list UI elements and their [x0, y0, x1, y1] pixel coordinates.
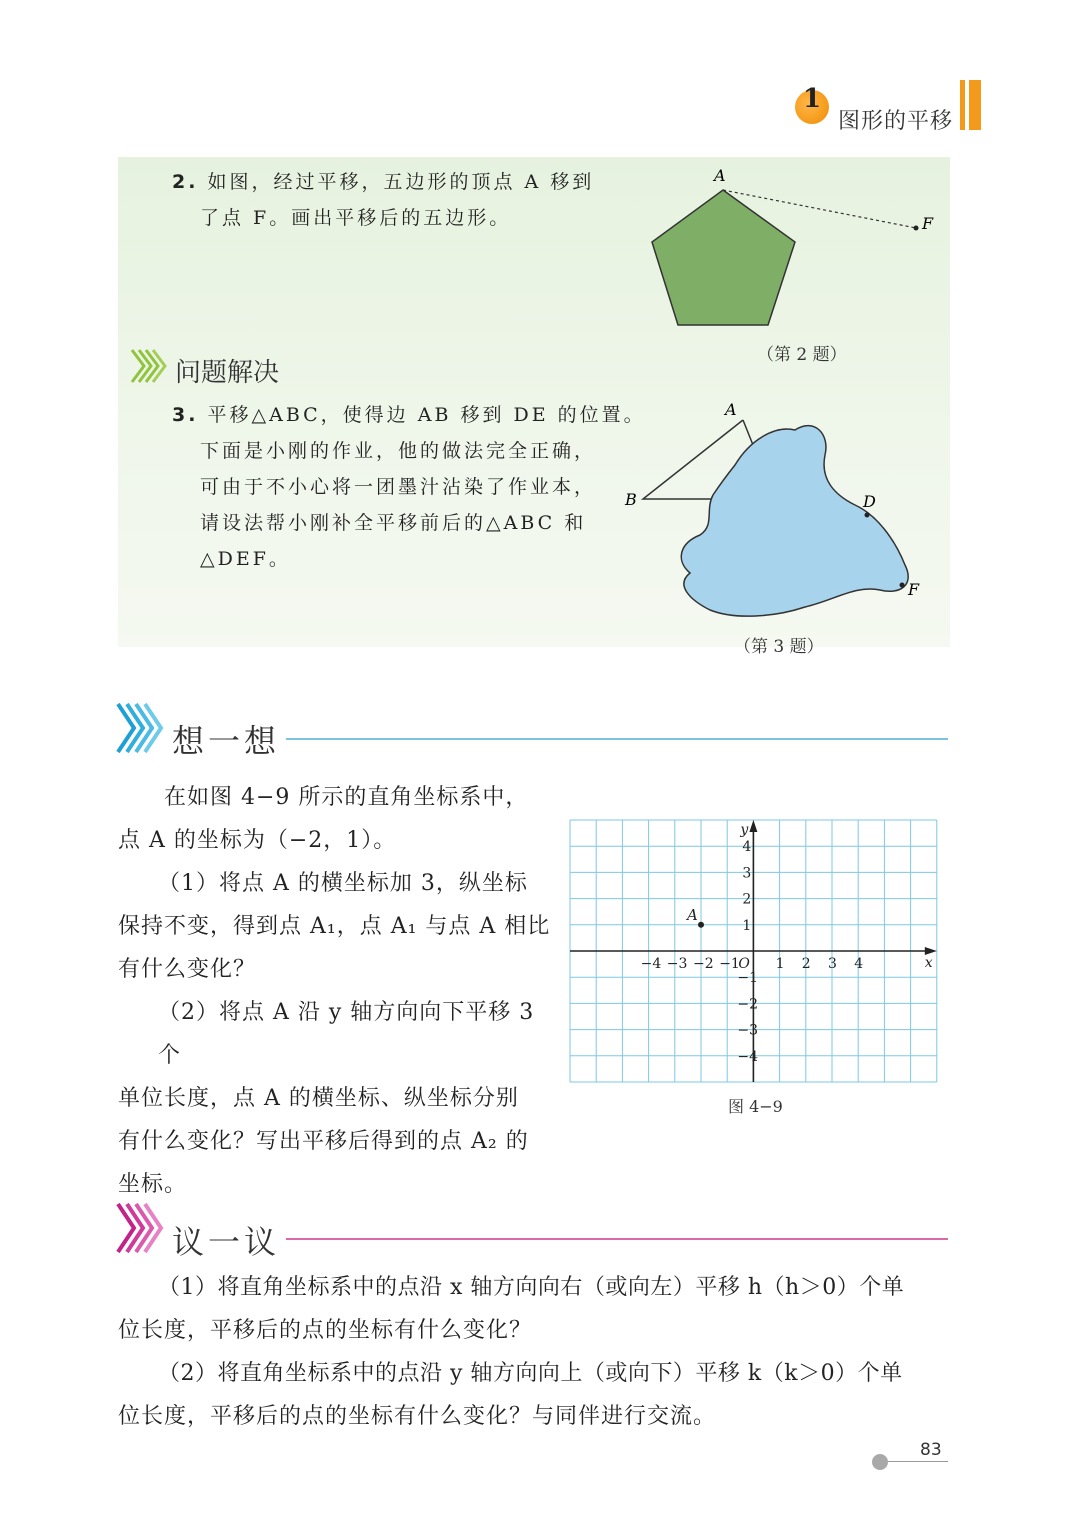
- think-p2-line1: （1）将点 A 的横坐标加 3，纵坐标: [158, 871, 528, 896]
- label-A: A: [714, 166, 726, 185]
- label-D3: D: [863, 492, 876, 511]
- problem2-line1: 如图，经过平移，五边形的顶点 A 移到: [207, 171, 595, 193]
- think-heading: 想一想: [172, 722, 281, 760]
- y-tick-label: 4: [742, 839, 752, 856]
- think-rule: [286, 738, 948, 740]
- chevron-icon: [116, 700, 166, 756]
- discuss-p2-line1: （2）将直角坐标系中的点沿 y 轴方向向上（或向下）平移 k（k＞0）个单: [158, 1361, 903, 1386]
- discuss-p1-line2: 位长度，平移后的点的坐标有什么变化？: [118, 1318, 533, 1343]
- discuss-rule: [286, 1238, 948, 1240]
- point-F3: [900, 583, 905, 588]
- think-p3-line1: （2）将点 A 沿 y 轴方向向下平移 3 个: [158, 1000, 535, 1068]
- think-p2-line2: 保持不变，得到点 A₁，点 A₁ 与点 A 相比: [118, 914, 551, 939]
- x-tick-label: 3: [828, 956, 837, 972]
- ink-blot-figure: [615, 395, 935, 635]
- problem3-number: 3.: [172, 404, 199, 426]
- think-p3-line3: 有什么变化？写出平移后得到的点 A₂ 的: [118, 1129, 529, 1154]
- problem2-number: 2.: [172, 171, 199, 193]
- page-dot-icon: [872, 1454, 888, 1470]
- y-tick-label: −1: [737, 970, 759, 987]
- think-p2-line3: 有什么变化？: [118, 957, 257, 982]
- x-tick-label: 2: [801, 956, 811, 972]
- think-body: [118, 776, 558, 1206]
- x-tick-label: 4: [854, 956, 864, 972]
- discuss-p1-line1: （1）将直角坐标系中的点沿 x 轴方向向右（或向左）平移 h（h＞0）个单: [158, 1275, 905, 1300]
- problem3-line5: △DEF。: [200, 548, 291, 570]
- page-rule: [888, 1461, 948, 1462]
- label-B3: B: [625, 490, 637, 509]
- y-tick-label: −4: [737, 1048, 759, 1065]
- think-p3-line2: 单位长度，点 A 的横坐标、纵坐标分别: [118, 1086, 519, 1111]
- problem2-line2: 了点 F。画出平移后的五边形。: [200, 207, 512, 229]
- x-tick-label: −2: [693, 956, 714, 972]
- x-axis-label: x: [924, 955, 933, 971]
- coordinate-grid: [560, 810, 945, 1085]
- y-tick-label: 3: [742, 865, 752, 882]
- y-tick-label: 2: [742, 891, 752, 908]
- label-A3: A: [725, 400, 737, 419]
- pentagon-figure: [600, 160, 950, 370]
- header-bar-thin: [960, 80, 965, 130]
- label-F3: F: [908, 580, 920, 599]
- problem2-text: [172, 164, 594, 236]
- x-axis-arrow-icon: [925, 947, 937, 955]
- y-tick-label: −2: [737, 996, 759, 1013]
- x-tick-label: 1: [775, 956, 785, 972]
- problem2-caption: （第 2 题）: [757, 345, 847, 365]
- x-tick-label: −4: [640, 956, 662, 972]
- problem3-line2: 下面是小刚的作业，他的做法完全正确，: [200, 440, 597, 462]
- discuss-heading: 议一议: [172, 1223, 281, 1261]
- problem3-line1: 平移△ABC，使得边 AB 移到 DE 的位置。: [207, 404, 646, 426]
- problem-solving-heading: 问题解决: [175, 358, 280, 388]
- point-D: [865, 513, 870, 518]
- problem3-line4: 请设法帮小刚补全平移前后的△ABC 和: [200, 512, 587, 534]
- think-p1-line2: 点 A 的坐标为（−2，1）。: [118, 828, 397, 853]
- label-F: F: [922, 214, 934, 233]
- problem3-text: [172, 397, 646, 577]
- section-number: 1: [803, 84, 822, 114]
- think-p3-line4: 坐标。: [118, 1172, 188, 1197]
- chevron-icon: [116, 1200, 166, 1256]
- x-tick-label: −3: [666, 956, 688, 972]
- ink-blot: [681, 426, 908, 617]
- y-tick-label: −3: [737, 1022, 759, 1039]
- y-tick-label: 1: [742, 917, 752, 934]
- point-F: [914, 226, 919, 231]
- discuss-body: [118, 1266, 953, 1438]
- origin-label: O: [738, 956, 750, 972]
- page-number: 83: [920, 1440, 942, 1460]
- problem3-line3: 可由于不小心将一团墨汁沾染了作业本，: [200, 476, 597, 498]
- pentagon-shape: [652, 190, 795, 325]
- header-bar-thick: [969, 80, 981, 130]
- chevron-icon: [130, 346, 170, 386]
- think-p1-line1: 在如图 4−9 所示的直角坐标系中，: [164, 785, 529, 810]
- discuss-p2-line2: 位长度，平移后的点的坐标有什么变化？与同伴进行交流。: [118, 1404, 717, 1429]
- point-A-label: A: [687, 905, 698, 924]
- problem3-caption: （第 3 题）: [734, 637, 824, 657]
- y-axis-arrow-icon: [749, 820, 757, 832]
- point-A: [698, 922, 704, 928]
- section-title: 图形的平移: [838, 109, 954, 134]
- figure-caption: 图 4−9: [728, 1097, 783, 1116]
- x-tick-label: −1: [719, 956, 740, 972]
- y-axis-label: y: [740, 822, 749, 838]
